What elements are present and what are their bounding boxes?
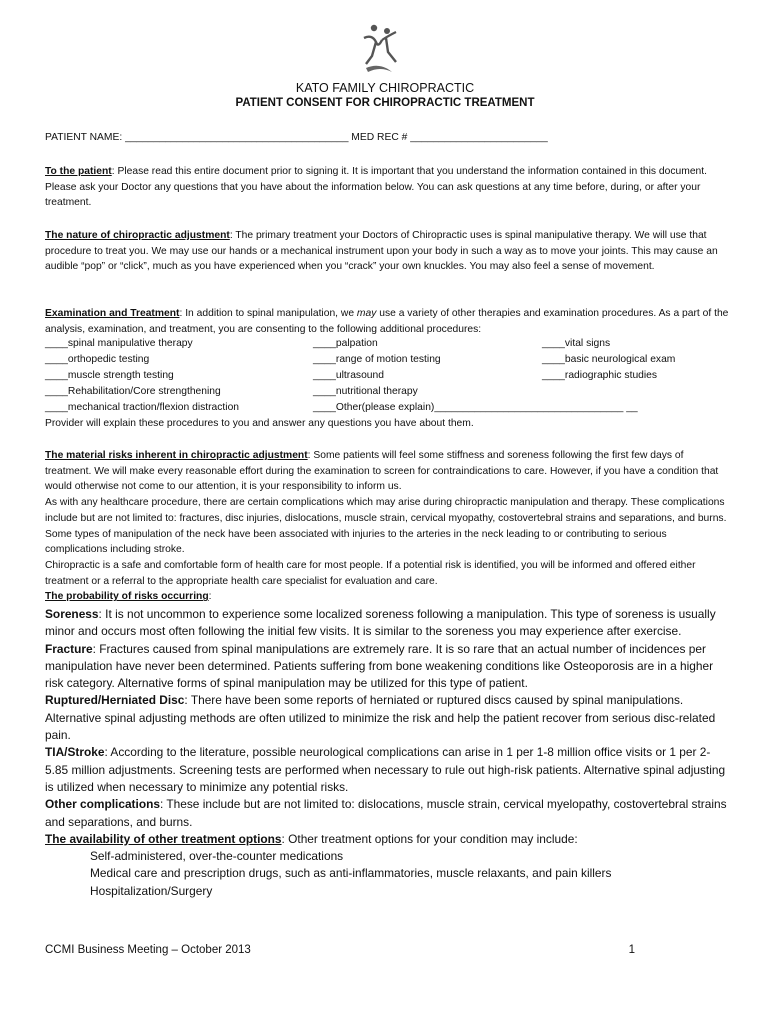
document-title: PATIENT CONSENT FOR CHIROPRACTIC TREATMENT: [235, 97, 535, 109]
risk-item-stroke: [45, 744, 730, 796]
risks-para-2: As with any healthcare procedure, there are certain complications which may arise during chiropractic manipulation and therapy. These complications include but are not limited to: fractures, disc injuries, dislocations, muscle strain, cervical myopathy, costovertebral strains and separations, and burns. Some types of manipulation of the neck have been associated with injuries to the arteries in the neck leading to or contributing to serious complications including stroke.: [45, 497, 727, 556]
exam-text-may: may: [356, 308, 377, 319]
alternatives-line: [45, 831, 730, 848]
risk-item-soreness: [45, 606, 730, 641]
procedure-row: [45, 386, 730, 402]
risks-text: : Some patients will feel some stiffness and soreness following the first few days of treatment. We will make every reasonable effort during the examination to screen for contraindications to care. However, if you have a condition that would otherwise not come to our attention, it is your responsibility to inform us.: [45, 450, 719, 493]
procedure-item: ____vital signs: [542, 338, 611, 349]
risk-text: : According to the literature, possible neurological complications can arise in 1 per 1-8 million office visits or 1 per 2-5.85 million adjustments. Screening tests are performed when necessary to rule out high-risk patients. Alternative spinal adjusting is utilized when necessary to minimize any potential risks.: [45, 745, 726, 794]
probability-heading: The probability of risks occurring: [45, 591, 209, 603]
procedure-item: ____mechanical traction/flexion distraction: [45, 402, 240, 413]
alternative-option: Medical care and prescription drugs, such as anti-inflammatories, muscle relaxants, and pain killers: [90, 866, 612, 881]
risk-term: Soreness: [45, 607, 99, 621]
procedure-row: [45, 338, 730, 354]
risk-text: : There have been some reports of herniated or ruptured discs caused by spinal manipulations. Alternative spinal adjusting methods are often utilized to minimize the risk and help the patient recover from serious disc-related pain.: [45, 693, 716, 743]
patient-name-line: PATIENT NAME: _______________________________________ MED REC # ________________________: [45, 132, 548, 143]
alternative-option: Hospitalization/Surgery: [90, 883, 213, 898]
exam-text-b: use a variety of other therapies and examination procedures. As a part of the analysis, examination, and treatment, you are consenting to the following additional procedures:: [45, 308, 729, 335]
risk-text: : Fractures caused from spinal manipulations are extremely rare. It is so rare that an actual number of incidences per manipulation have never been determined. Patients suffering from bone weakening conditions like Osteoporosis are in a higher risk category. Alternative forms of spinal manipulation may be utilized for this type of patient.: [45, 641, 714, 691]
risks-section: [45, 448, 730, 605]
to-patient-text: : Please read this entire document prior to signing it. It is important that you understand the information contained in this document. Please ask your Doctor any questions that you have about the information below. You can ask questions at any time before, during, or after your treatment.: [45, 166, 707, 209]
risk-text: : These include but are not limited to: dislocations, muscle strain, cervical myelopathy, costovertebral strains and separations, and burns.: [45, 797, 727, 829]
procedure-row: [45, 370, 730, 386]
risks-heading: The material risks inherent in chiropractic adjustment: [45, 450, 308, 461]
dancing-figures-logo-icon: [360, 22, 406, 74]
risk-term: TIA/Stroke: [45, 745, 105, 760]
risk-term: Ruptured/Herniated Disc: [45, 693, 185, 708]
nature-heading: The nature of chiropractic adjustment: [45, 230, 230, 241]
procedure-item: ____spinal manipulative therapy: [45, 338, 193, 349]
risk-item-other: [45, 796, 730, 831]
exam-closing: Provider will explain these procedures to you and answer any questions you have about them.: [45, 418, 474, 429]
clinic-name: KATO FAMILY CHIROPRACTIC: [295, 81, 475, 95]
procedure-item: ____radiographic studies: [542, 370, 658, 381]
footer-meeting: CCMI Business Meeting – October 2013: [45, 944, 251, 956]
procedure-item: ____nutritional therapy: [313, 386, 418, 397]
exam-heading: Examination and Treatment: [45, 308, 180, 319]
procedure-item: ____orthopedic testing: [45, 354, 150, 365]
nature-section: [45, 228, 730, 275]
procedure-item: ____ultrasound: [313, 370, 384, 381]
page-footer: [45, 944, 635, 956]
risk-term: Other complications: [45, 797, 160, 812]
alternatives-heading: The availability of other treatment options: [45, 831, 282, 846]
probability-colon: :: [208, 591, 212, 603]
page-number: 1: [628, 944, 635, 956]
risks-para-1: [45, 448, 730, 495]
procedure-item: ____Rehabilitation/Core strengthening: [45, 386, 221, 397]
to-patient-section: [45, 164, 730, 211]
procedure-item: ____palpation: [313, 338, 378, 349]
risk-text: : It is not uncommon to experience some localized soreness following a manipulation. This type of soreness is usually minor and occurs most often following the initial few visits. It is similar to the soreness you may experience after exercise.: [45, 607, 716, 639]
exam-text-a: : In addition to spinal manipulation, we: [179, 308, 357, 319]
procedure-item: ____muscle strength testing: [45, 370, 174, 381]
nature-text: : The primary treatment your Doctors of Chiropractic uses is spinal manipulative therapy. We will use that procedure to treat you. We may use our hands or a mechanical instrument upon your body in such a way as to move your joints. This may cause an audible “pop” or “click”, much as you have experienced when you “crack” your own knuckles. You may also feel a sense of movement.: [45, 230, 718, 273]
risk-term: Fracture: [45, 641, 93, 656]
to-patient-heading: To the patient: [45, 166, 112, 177]
risk-item-fracture: [45, 641, 730, 693]
alternative-option: Self-administered, over-the-counter medications: [90, 849, 344, 864]
procedure-item: ____basic neurological exam: [542, 354, 676, 365]
procedure-item: ____range of motion testing: [313, 354, 441, 365]
risks-para-3: Chiropractic is a safe and comfortable form of health care for most people. If a potential risk is identified, you will be informed and offered either treatment or a referral to the appropriate health care specialist for evaluation and care.: [45, 559, 696, 587]
procedure-item: ____Other(please explain)_________________________________ __: [313, 402, 638, 413]
procedure-row: [45, 354, 730, 370]
risk-item-disc: [45, 692, 730, 744]
alternatives-text: : Other treatment options for your condition may include:: [281, 831, 578, 846]
probability-heading-line: [45, 589, 730, 605]
exam-section: [45, 306, 730, 337]
risk-items: [45, 606, 730, 900]
